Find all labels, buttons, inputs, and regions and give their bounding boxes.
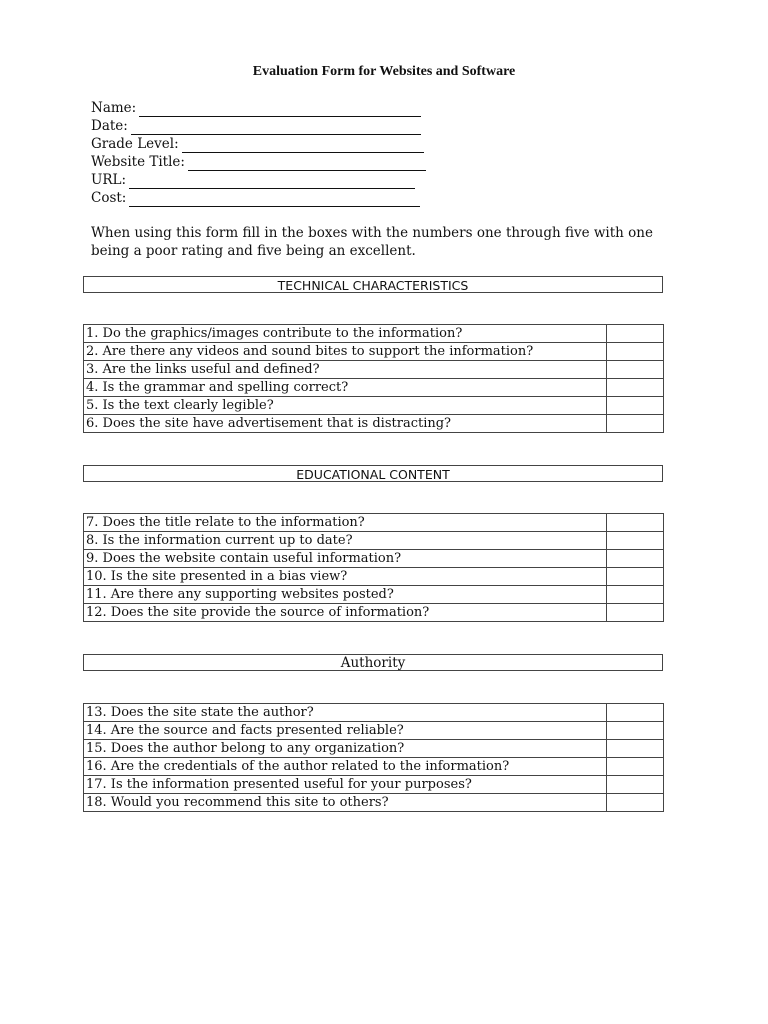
table-row: [84, 532, 664, 550]
question-text: 13. Does the site state the author?: [84, 704, 607, 722]
rating-box[interactable]: [607, 704, 664, 722]
cost-field-line[interactable]: [129, 192, 420, 207]
table-row: [84, 604, 664, 622]
form-title: Evaluation Form for Websites and Software: [252, 64, 516, 79]
table-row: [84, 568, 664, 586]
table-row: [84, 704, 664, 722]
field-label: Name:: [91, 100, 137, 116]
instructions-text: When using this form fill in the boxes with the numbers one through five with one being a poor rating and five being an excellent.: [91, 225, 653, 259]
question-text: 5. Is the text clearly legible?: [84, 397, 607, 415]
question-text: 14. Are the source and facts presented reliable?: [84, 722, 607, 740]
questions-table-authority: [83, 703, 664, 812]
field-label: Date:: [91, 118, 128, 134]
rating-box[interactable]: [607, 379, 664, 397]
table-row: [84, 722, 664, 740]
table-row: [84, 325, 664, 343]
rating-box[interactable]: [607, 397, 664, 415]
rating-box[interactable]: [607, 550, 664, 568]
rating-box[interactable]: [607, 343, 664, 361]
rating-box[interactable]: [607, 722, 664, 740]
rating-box[interactable]: [607, 325, 664, 343]
rating-box[interactable]: [607, 776, 664, 794]
rating-box[interactable]: [607, 758, 664, 776]
field-row-grade-level[interactable]: [91, 135, 426, 153]
website-title-field-line[interactable]: [188, 156, 426, 171]
section-header-authority: Authority: [83, 654, 663, 671]
table-row: [84, 794, 664, 812]
question-text: 17. Is the information presented useful for your purposes?: [84, 776, 607, 794]
question-text: 10. Is the site presented in a bias view?: [84, 568, 607, 586]
table-row: [84, 415, 664, 433]
question-text: 1. Do the graphics/images contribute to the information?: [84, 325, 607, 343]
table-row: [84, 758, 664, 776]
question-text: 8. Is the information current up to date?: [84, 532, 607, 550]
field-row-website-title[interactable]: [91, 153, 426, 171]
field-label: Grade Level:: [91, 136, 179, 152]
question-text: 12. Does the site provide the source of information?: [84, 604, 607, 622]
field-row-date[interactable]: [91, 117, 426, 135]
question-text: 18. Would you recommend this site to others?: [84, 794, 607, 812]
question-text: 6. Does the site have advertisement that is distracting?: [84, 415, 607, 433]
section-header-technical: TECHNICAL CHARACTERISTICS: [83, 276, 663, 293]
rating-box[interactable]: [607, 415, 664, 433]
table-row: [84, 776, 664, 794]
rating-box[interactable]: [607, 604, 664, 622]
question-text: 4. Is the grammar and spelling correct?: [84, 379, 607, 397]
field-label: URL:: [91, 172, 127, 188]
url-field-line[interactable]: [129, 174, 415, 189]
rating-box[interactable]: [607, 361, 664, 379]
table-row: [84, 379, 664, 397]
date-field-line[interactable]: [131, 120, 421, 135]
table-row: [84, 586, 664, 604]
grade-level-field-line[interactable]: [182, 138, 424, 153]
rating-box[interactable]: [607, 514, 664, 532]
question-text: 9. Does the website contain useful information?: [84, 550, 607, 568]
table-row: [84, 361, 664, 379]
questions-table-technical: [83, 324, 664, 433]
name-field-line[interactable]: [139, 102, 421, 117]
table-row: [84, 343, 664, 361]
field-row-url[interactable]: [91, 171, 426, 189]
rating-box[interactable]: [607, 794, 664, 812]
table-row: [84, 514, 664, 532]
question-text: 7. Does the title relate to the information?: [84, 514, 607, 532]
field-row-cost[interactable]: [91, 189, 426, 207]
questions-table-educational: [83, 513, 664, 622]
rating-box[interactable]: [607, 586, 664, 604]
field-label: Cost:: [91, 190, 127, 206]
info-fields: [91, 99, 426, 207]
rating-box[interactable]: [607, 568, 664, 586]
question-text: 15. Does the author belong to any organization?: [84, 740, 607, 758]
question-text: 3. Are the links useful and defined?: [84, 361, 607, 379]
table-row: [84, 397, 664, 415]
question-text: 11. Are there any supporting websites posted?: [84, 586, 607, 604]
field-label: Website Title:: [91, 154, 185, 170]
rating-box[interactable]: [607, 532, 664, 550]
rating-box[interactable]: [607, 740, 664, 758]
question-text: 2. Are there any videos and sound bites to support the information?: [84, 343, 607, 361]
table-row: [84, 550, 664, 568]
table-row: [84, 740, 664, 758]
section-header-educational: EDUCATIONAL CONTENT: [83, 465, 663, 482]
field-row-name[interactable]: [91, 99, 426, 117]
question-text: 16. Are the credentials of the author related to the information?: [84, 758, 607, 776]
